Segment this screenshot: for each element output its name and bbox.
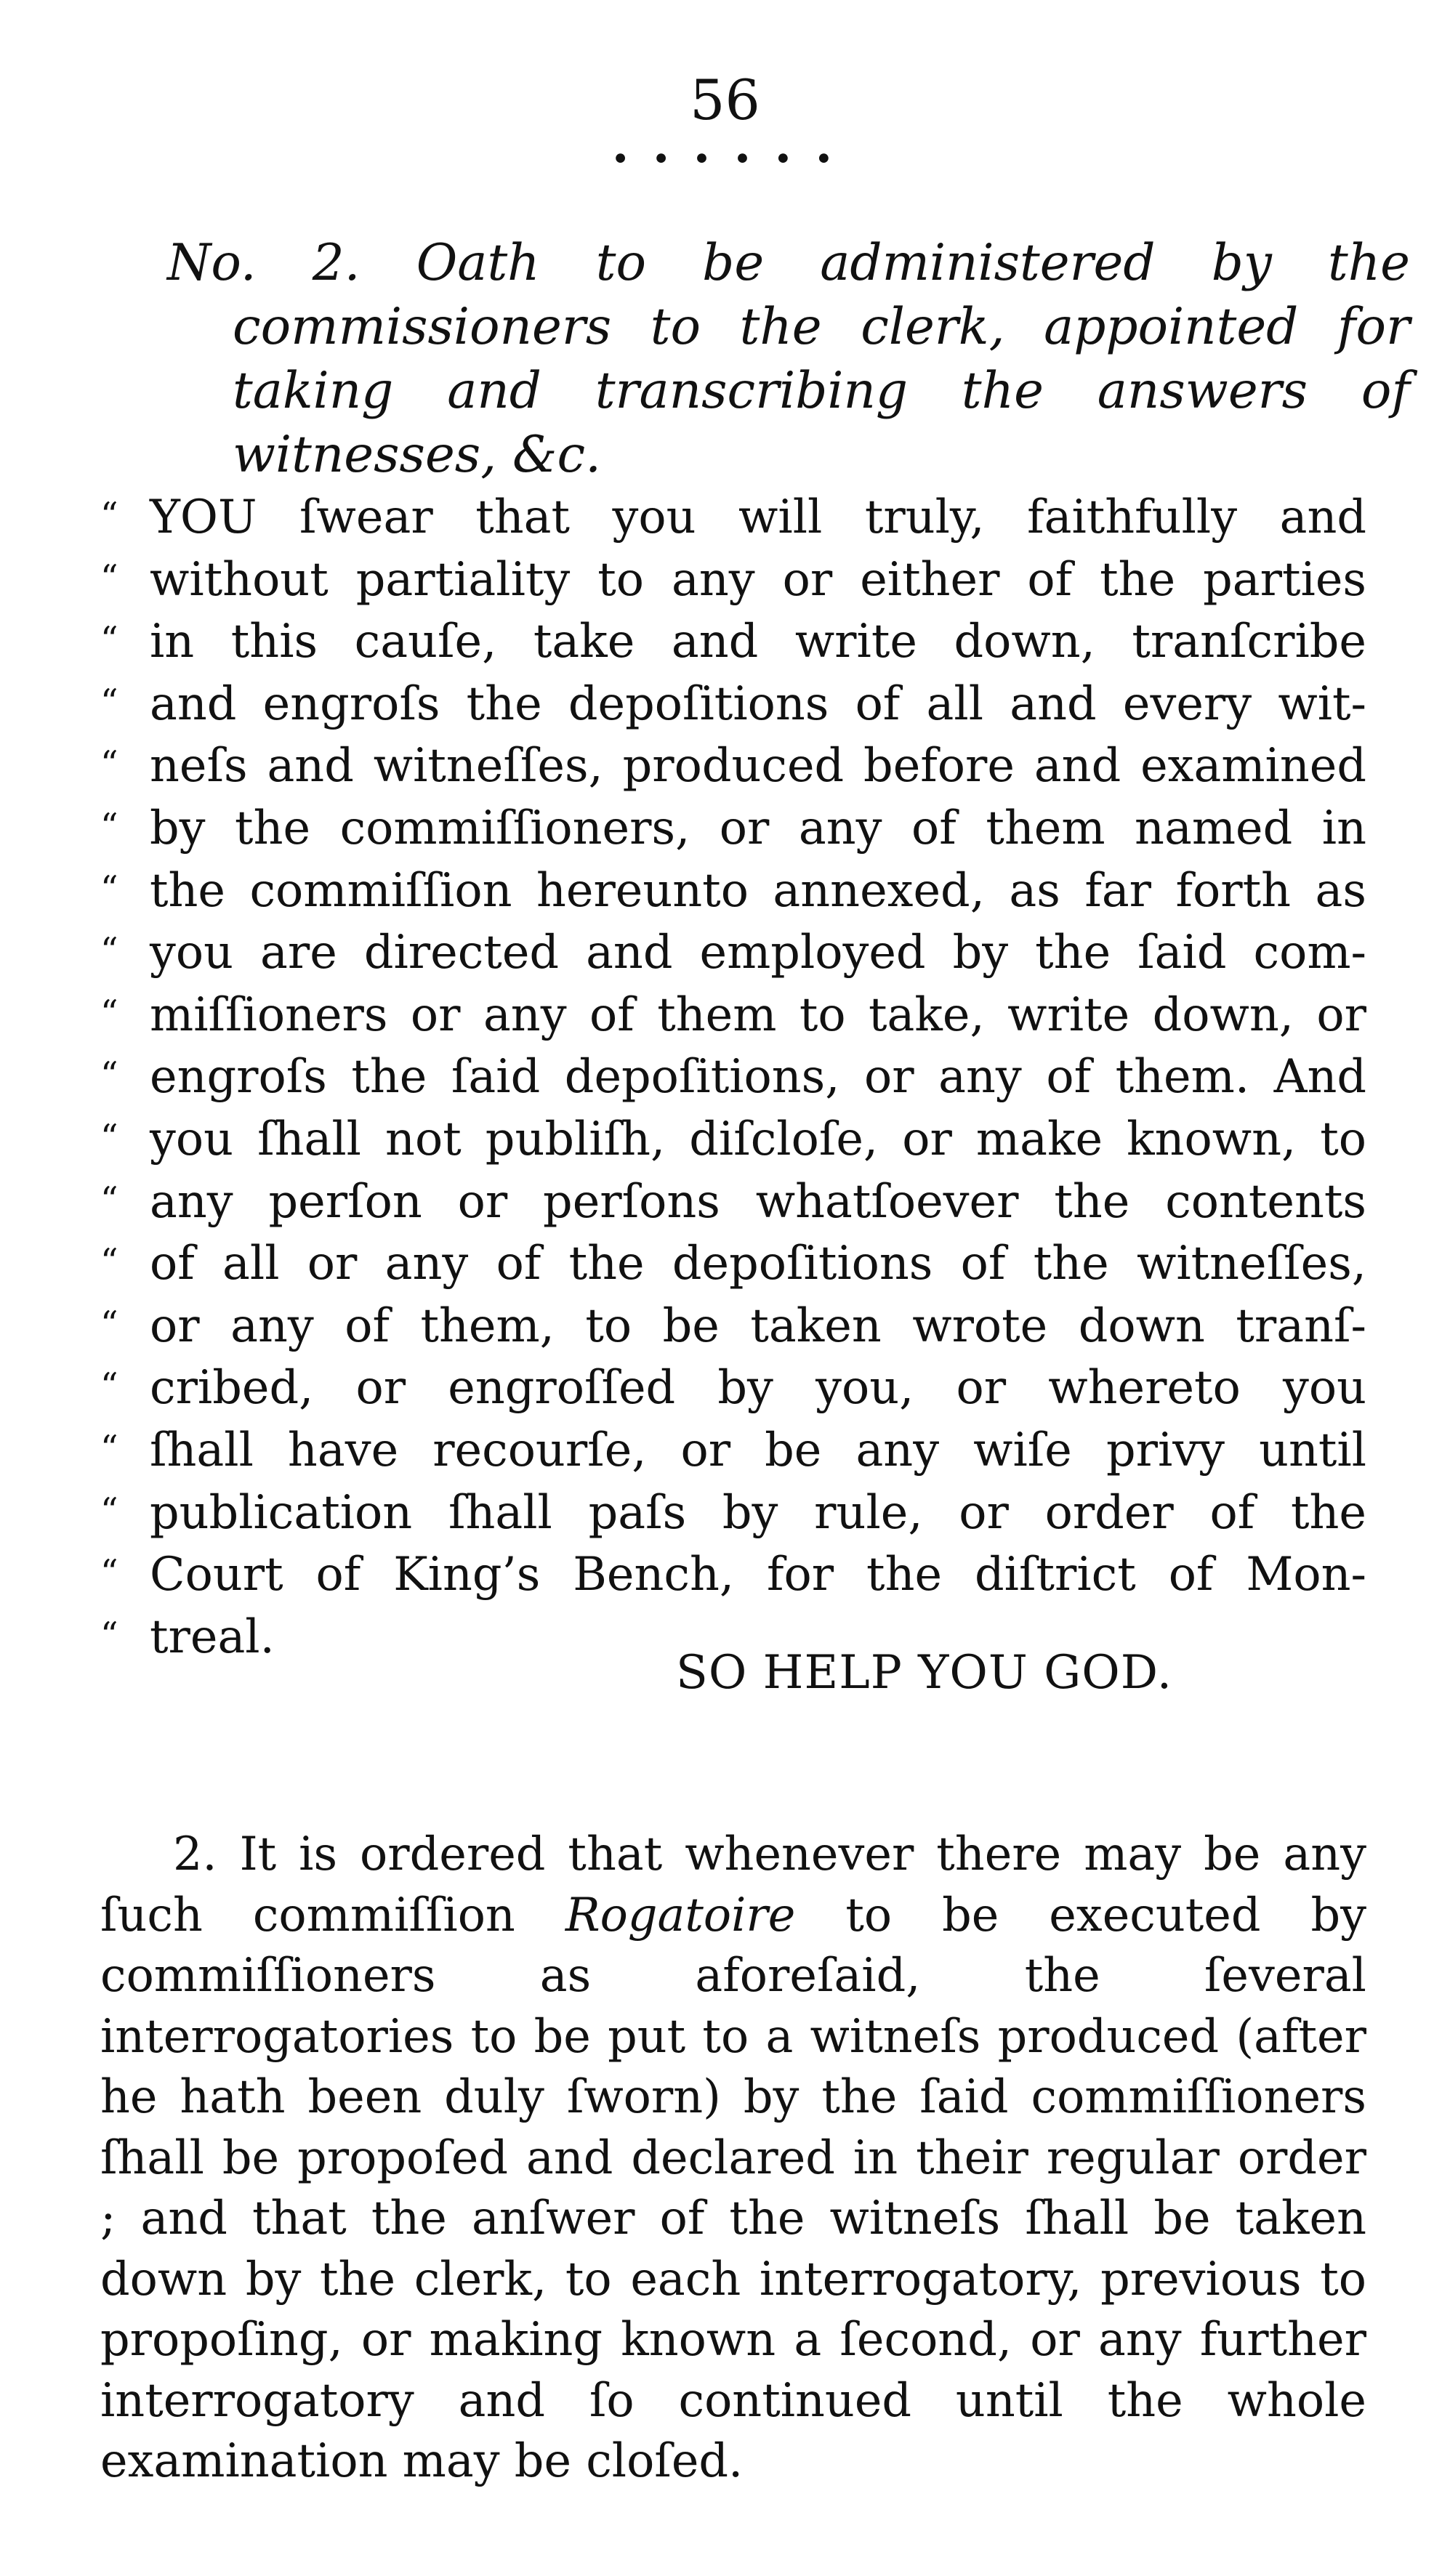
page-number: 56: [690, 68, 760, 132]
quote-mark: “: [100, 743, 118, 785]
oath-line-text: treal.: [150, 1609, 275, 1663]
quote-mark: “: [100, 681, 118, 722]
quote-mark: “: [100, 1552, 118, 1594]
section-heading: No. 2. Oath to be administered by the commissioners to the clerk, appointed for taking and transcribing the answers of witnesses, &c.: [167, 234, 1410, 484]
quote-mark: “: [100, 619, 118, 661]
quote-mark: “: [100, 1054, 118, 1096]
quote-mark: “: [100, 1614, 118, 1655]
quote-mark: “: [100, 1241, 118, 1283]
oath-line-text: engroſs the ſaid depoſitions, or any of them. And: [150, 1049, 1366, 1104]
quote-mark: “: [100, 805, 118, 847]
oath-line-text: and engroſs the depoſitions of all and every wit-: [150, 676, 1366, 730]
oath-line-text: neſs and witneſſes, produced before and examined: [150, 738, 1366, 793]
oath-line: [100, 1045, 1366, 1107]
oath-line: [100, 1170, 1366, 1232]
oath-line: [100, 983, 1366, 1046]
oath-line: [100, 548, 1366, 610]
oath-line: [100, 672, 1366, 735]
oath-line: [100, 1107, 1366, 1170]
oath-line: [100, 921, 1366, 983]
quote-mark: “: [100, 557, 118, 598]
paragraph-italic-term: Rogatoire: [565, 1887, 796, 1942]
oath-line-text: without partiality to any or either of the parties: [150, 552, 1366, 606]
oath-line: [100, 1418, 1366, 1481]
oath-line-text: by the commiſſioners, or any of them named in: [150, 800, 1366, 855]
quote-mark: “: [100, 1490, 118, 1531]
oath-line-text: you ſhall not publiſh, diſcloſe, or make known, to: [150, 1111, 1366, 1166]
oath-line-text: YOU ſwear that you will truly, faithfully and: [150, 490, 1366, 544]
quote-mark: “: [100, 992, 118, 1033]
oath-line-text: or any of them, to be taken wrote down tranſ-: [150, 1298, 1366, 1352]
quote-mark: “: [100, 495, 118, 536]
oath-line: [100, 610, 1366, 672]
oath-line: [100, 1543, 1366, 1605]
oath-line-text: ſhall have recourſe, or be any wiſe privy until: [150, 1422, 1366, 1477]
paragraph-2: [100, 1824, 1366, 2492]
oath-line-text: miſſioners or any of them to take, write down, or: [150, 987, 1366, 1041]
oath-line: [100, 1481, 1366, 1543]
oath-closing: SO HELP YOU GOD.: [676, 1646, 1173, 1700]
quote-mark: “: [100, 1179, 118, 1220]
oath-line-text: of all or any of the depoſitions of the witneſſes,: [150, 1236, 1366, 1291]
quote-mark: “: [100, 1303, 118, 1344]
oath-line-text: cribed, or engroſſed by you, or whereto you: [150, 1360, 1366, 1415]
oath-line-text: in this cauſe, take and write down, tranſcribe: [150, 614, 1366, 669]
oath-line: [100, 1356, 1366, 1418]
quote-mark: “: [100, 1116, 118, 1158]
oath-line: [100, 485, 1366, 548]
quote-mark: “: [100, 868, 118, 909]
paragraph-text-end: to be executed by commiſſioners as aforeſaid, the ſeveral interrogatories to be put to a witneſs produced (after he hath been duly ſworn) by the ſaid commiſſioners ſhall be propoſed and declared in their regular order ; and that the anſwer of the witneſs ſhall be taken down by the clerk, to each interrogatory, previous to propoſing, or making known a ſecond, or any further interrogatory and ſo continued until the whole examination may be cloſed.: [100, 1887, 1366, 2487]
oath-line-text: any perſon or perſons whatſoever the contents: [150, 1174, 1366, 1228]
quote-mark: “: [100, 930, 118, 972]
ornament-dots: • • • • • •: [611, 141, 839, 178]
oath-line-text: the commiſſion hereunto annexed, as far forth as: [150, 863, 1366, 917]
oath-line: [100, 859, 1366, 921]
oath-line-text: Court of King’s Bench, for the diſtrict of Mon-: [150, 1547, 1366, 1602]
oath-line: [100, 734, 1366, 796]
paragraph-text-start: 2. It is ordered that whenever there may be any ſuch commiſſion: [100, 1827, 1366, 1942]
oath-line-text: you are directed and employed by the ſaid com-: [150, 925, 1366, 980]
oath-line: [100, 1232, 1366, 1294]
quote-mark: “: [100, 1365, 118, 1407]
quote-mark: “: [100, 1427, 118, 1469]
oath-text: [100, 485, 1366, 1667]
oath-line: [100, 796, 1366, 859]
oath-line-text: publication ſhall paſs by rule, or order of the: [150, 1485, 1366, 1539]
oath-line: [100, 1294, 1366, 1357]
